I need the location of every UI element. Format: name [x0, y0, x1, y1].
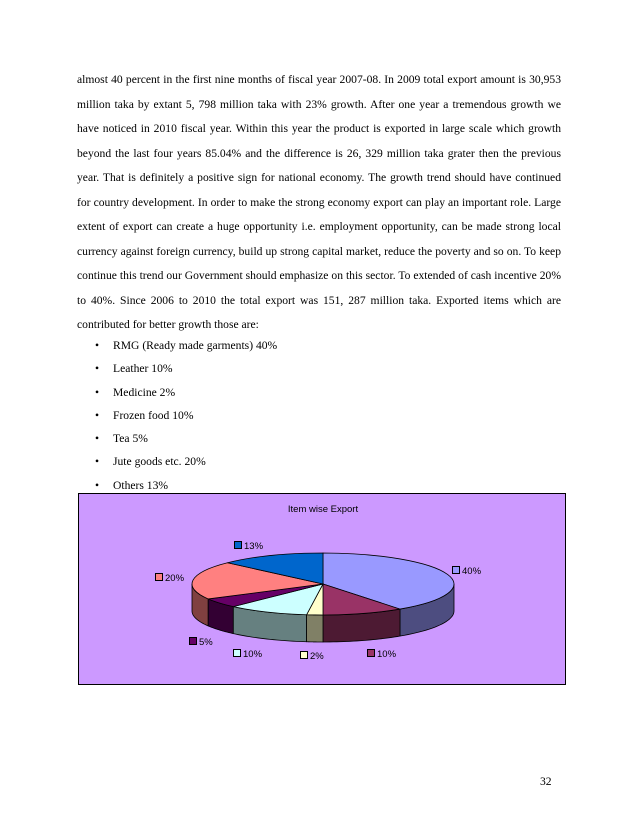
list-item-text: Leather 10% [113, 362, 173, 376]
bullet-icon: • [95, 455, 100, 469]
list-item-text: Frozen food 10% [113, 408, 194, 422]
slice-label-tea [189, 637, 213, 648]
list-item-text: Jute goods etc. 20% [113, 455, 206, 469]
slice-label-others [234, 541, 263, 552]
body-paragraph: almost 40 percent in the first nine months of fiscal year 2007-08. In 2009 total export amount is 30,953 million taka by extant 5, 798 million taka with 23% growth. After one year a tremendous growth we have noticed in 2010 fiscal year. Within this year the product is exported in large scale which growth beyond the last four years 85.04% and the difference is 26, 329 million taka grater then the previous year. That is definitely a positive sign for national economy. The growth trend should have continued for country development. In order to make the strong economy export can play an important role. Large extent of export can create a huge opportunity i.e. employment opportunity, can be made strong local currency against foreign currency, build up strong capital market, reduce the poverty and so on. To keep continue this trend our Government should emphasize on this sector. To extended of cash incentive 20% to 40%. Since 2006 to 2010 the total export was 151, 287 million taka. Exported items which are contributed for better growth those are: [77, 73, 561, 331]
legend-swatch-icon [452, 566, 460, 574]
bullet-icon: • [95, 385, 100, 399]
pie-chart [78, 493, 566, 685]
bullet-icon: • [95, 339, 100, 352]
slice-label-leather [367, 649, 396, 660]
slice-label-text: 20% [165, 573, 185, 584]
list-item-text: Others 13% [113, 478, 169, 492]
list-item [95, 450, 277, 473]
list-item [95, 357, 277, 380]
slice-label-text: 10% [243, 649, 263, 660]
list-item [95, 404, 277, 427]
list-item [95, 334, 277, 357]
bullet-icon: • [95, 362, 100, 376]
slice-label-text: 5% [199, 637, 213, 648]
legend-swatch-icon [155, 573, 163, 581]
bullet-icon: • [95, 408, 100, 422]
legend-swatch-icon [233, 649, 241, 657]
slice-label-medicine [300, 651, 324, 662]
slice-label-rmg [452, 566, 481, 577]
slice-label-text: 10% [377, 649, 397, 660]
bullet-icon: • [95, 478, 100, 492]
list-item-text: Medicine 2% [113, 385, 176, 399]
slice-label-frozen-food [233, 649, 262, 660]
legend-swatch-icon [234, 541, 242, 549]
list-item [95, 381, 277, 404]
slice-label-text: 13% [244, 541, 264, 552]
slice-label-jute [155, 573, 184, 584]
export-items-list [95, 334, 277, 497]
bullet-icon: • [95, 432, 100, 446]
chart-title: Item wise Export [287, 504, 359, 515]
list-item [95, 427, 277, 450]
slice-label-text: 40% [462, 566, 482, 577]
legend-swatch-icon [300, 651, 308, 659]
pie-slice-side [307, 615, 323, 642]
slice-label-text: 2% [310, 651, 324, 662]
list-item-text: Tea 5% [113, 432, 148, 446]
page-number: 32 [540, 775, 552, 788]
list-item-text: RMG (Ready made garments) 40% [113, 339, 278, 352]
legend-swatch-icon [367, 649, 375, 657]
legend-swatch-icon [189, 637, 197, 645]
